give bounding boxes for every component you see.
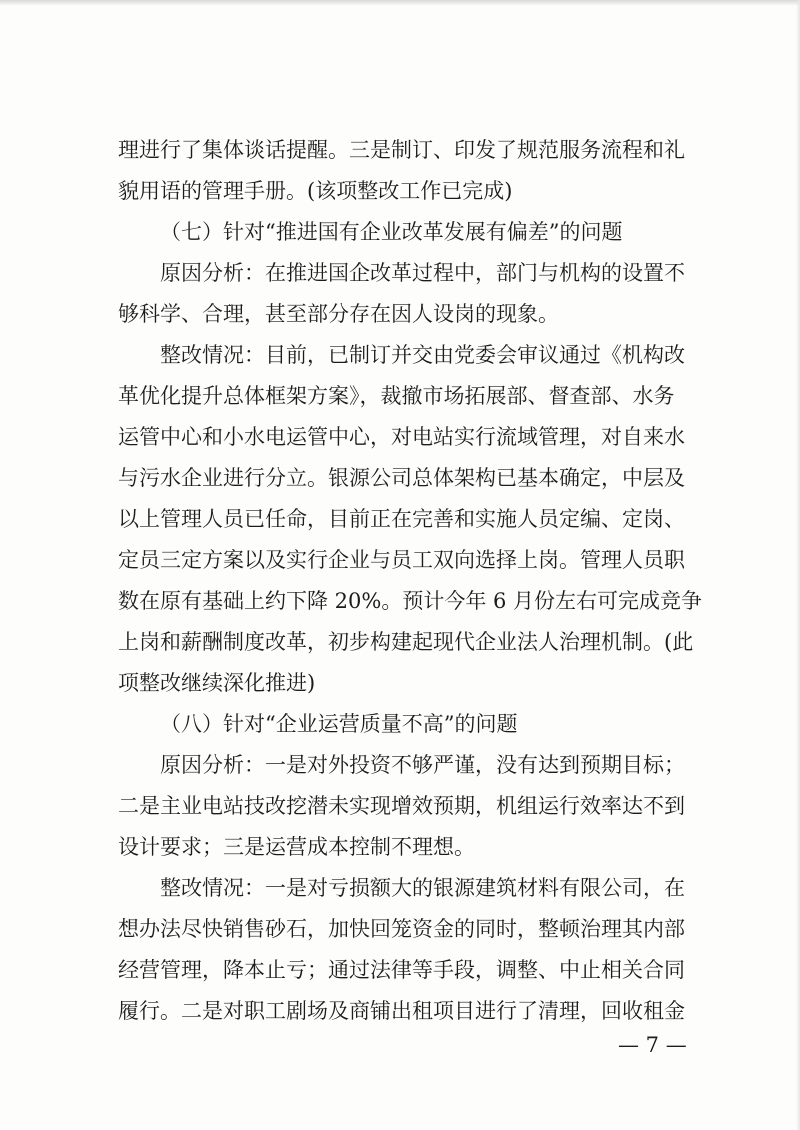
- text-line: 貌用语的管理手册。(该项整改工作已完成): [118, 179, 513, 203]
- text-line: 原因分析：一是对外投资不够严谨，没有达到预期目标；: [160, 753, 685, 777]
- text-line: 经营管理，降本止亏；通过法律等手段，调整、中止相关合同: [118, 958, 685, 982]
- text-line: 与污水企业进行分立。银源公司总体架构已基本确定，中层及: [118, 466, 685, 490]
- section-heading-7: （七）针对“推进国有企业改革发展有偏差”的问题: [160, 220, 623, 244]
- text-line: 数在原有基础上约下降 20%。预计今年 6 月份左右可完成竞争: [118, 589, 703, 613]
- text-line: 履行。二是对职工剧场及商铺出租项目进行了清理，回收租金: [118, 999, 685, 1023]
- text-line: 理进行了集体谈话提醒。三是制订、印发了规范服务流程和礼: [118, 138, 685, 162]
- text-line: 原因分析：在推进国企改革过程中，部门与机构的设置不: [160, 261, 685, 285]
- text-line: 想办法尽快销售砂石，加快回笼资金的同时，整顿治理其内部: [118, 917, 685, 941]
- text-line: 设计要求；三是运营成本控制不理想。: [118, 835, 475, 859]
- text-line: 够科学、合理，甚至部分存在因人设岗的现象。: [118, 302, 559, 326]
- page-number: — 7 —: [618, 1033, 687, 1057]
- text-line: 整改情况：目前，已制订并交由党委会审议通过《机构改: [160, 343, 685, 367]
- text-line: 定员三定方案以及实行企业与员工双向选择上岗。管理人员职: [118, 548, 685, 572]
- text-line: 二是主业电站技改挖潜未实现增效预期，机组运行效率达不到: [118, 794, 685, 818]
- text-line: 以上管理人员已任命，目前正在完善和实施人员定编、定岗、: [118, 507, 685, 531]
- section-heading-8: （八）针对“企业运营质量不高”的问题: [160, 712, 518, 736]
- text-line: 革优化提升总体框架方案》，裁撤市场拓展部、督查部、水务: [118, 384, 675, 408]
- text-line: 上岗和薪酬制度改革，初步构建起现代企业法人治理机制。(此: [118, 630, 694, 654]
- page-right-edge: [796, 0, 800, 1130]
- text-line: 项整改继续深化推进): [118, 671, 316, 695]
- text-line: 运管中心和小水电运管中心，对电站实行流域管理，对自来水: [118, 425, 685, 449]
- text-line: 整改情况：一是对亏损额大的银源建筑材料有限公司，在: [160, 876, 685, 900]
